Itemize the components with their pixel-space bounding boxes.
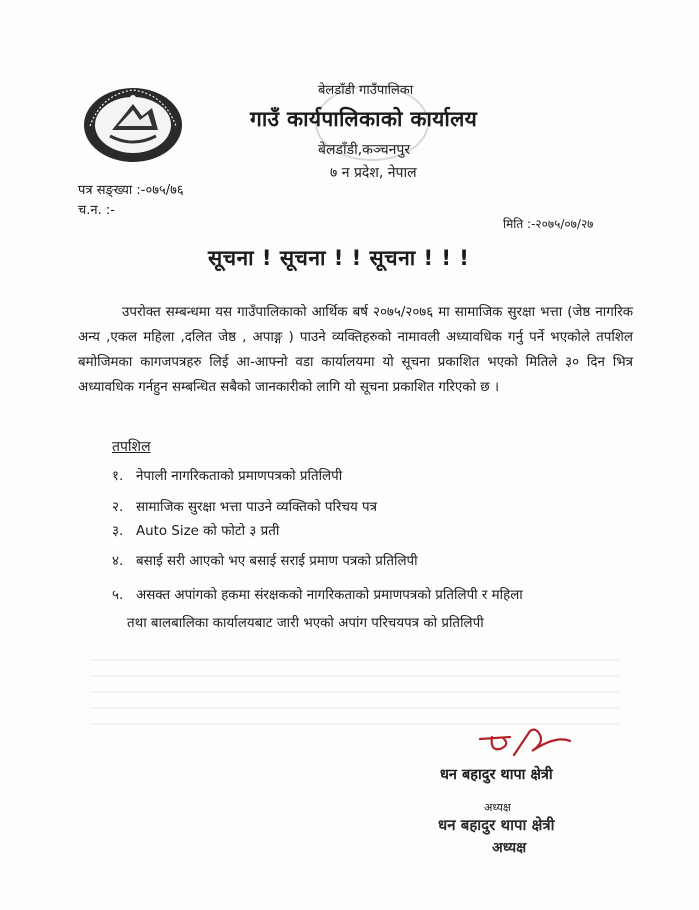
list-item-text: सामाजिक सुरक्षा भत्ता पाउने व्यक्तिको परिचय पत्र	[136, 500, 377, 515]
list-item-number: ३.	[112, 524, 124, 539]
list-item-continuation: तथा बालबालिका कार्यालयबाट जारी भएको अपांग परिचयपत्र को प्रतिलिपी	[127, 616, 484, 631]
signatory-name: धन बहादुर थापा क्षेत्री	[440, 767, 553, 783]
details-heading: तपशिल	[112, 439, 151, 455]
municipality-name: बेलडाँडी गाउँपालिका	[318, 83, 414, 98]
letter-number: पत्र सङ्ख्या :-०७५/७६	[78, 183, 184, 198]
office-address: बेलडाँडी,कञ्चनपुर	[318, 142, 411, 158]
list-item	[112, 497, 377, 515]
list-item	[112, 551, 418, 569]
nepal-emblem-icon	[82, 86, 184, 164]
stamp-name: धन बहादुर थापा क्षेत्री	[438, 816, 555, 834]
signature-scribble-icon	[470, 725, 580, 765]
list-item-text: Auto Size को फोटो ३ प्रती	[136, 524, 280, 539]
office-title: गाउँ कार्यपालिकाको कार्यालय	[250, 107, 478, 131]
list-item-text: असक्त अपांगको हकमा संरक्षकको नागरिकताको प्रमाणपत्रको प्रतिलिपी र महिला	[136, 588, 523, 603]
list-item-number: ४.	[112, 554, 124, 569]
bleed-through-shadow	[90, 645, 620, 730]
list-item-text: बसाई सरी आएको भए बसाई सराई प्रमाण पत्रको प्रतिलिपी	[136, 554, 418, 569]
notice-body: उपरोक्त सम्बन्धमा यस गाउँपालिकाको आर्थिक बर्ष २०७५/२०७६ मा सामाजिक सुरक्षा भत्ता (जेष्ठ नागरिक अन्य ,एकल महिला ,दलित जेष्ठ , अपाङ्ग ) पाउने व्यक्तिहरुको नामावली अध्यावधिक गर्नु पर्ने भएकोले तपशिल बमोजिमका कागजपत्रहरु लिई आ-आफ्नो वडा कार्यालयमा यो सूचना प्रकाशित भएको मितिले ३० दिन भित्र अध्यावधिक गर्नहुन सम्बन्धित सबैको जानकारीको लागि यो सूचना प्रकाशित गरिएको छ ।	[78, 305, 633, 395]
list-item-number: २.	[112, 500, 124, 515]
list-item	[112, 585, 523, 603]
dispatch-number: च.न. :-	[78, 203, 115, 218]
list-item	[112, 521, 279, 539]
notice-title: सूचना ! सूचना ! ! सूचना ! ! !	[208, 246, 470, 270]
notice-date: मिति :-२०७५/०७/२७	[503, 217, 594, 231]
signatory-designation: अध्यक्ष	[484, 801, 511, 814]
list-item-number: १.	[112, 469, 124, 484]
list-item-text: नेपाली नागरिकताको प्रमाणपत्रको प्रतिलिपी	[136, 469, 343, 484]
list-item	[112, 466, 342, 484]
list-item-number: ५.	[112, 588, 124, 603]
office-province: ७ न प्रदेश, नेपाल	[330, 165, 417, 181]
stamp-designation: अध्यक्ष	[492, 840, 527, 856]
